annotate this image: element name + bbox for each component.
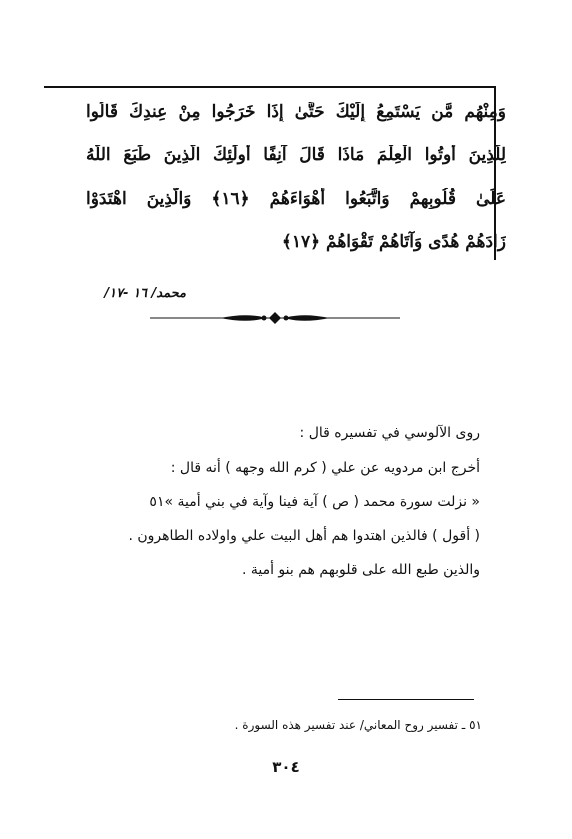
quran-verse-line-3: عَلَىٰ قُلُوبِهِمْ وَاتَّبَعُوا أَهْوَاءَهُمْ ﴿١٦﴾ وَالَّذِينَ اهْتَدَوْا: [86, 189, 506, 209]
footnote: ٥١ ـ تفسير روح المعاني/ عند تفسير هذه السورة .: [234, 718, 482, 732]
body-line-2: أخرج ابن مردويه عن علي ( كرم الله وجهه ) أنه قال :: [170, 460, 480, 476]
quran-verse-line-4: زَادَهُمْ هُدًى وَآتَاهُمْ تَقْوَاهُمْ ﴿١٧﴾: [281, 232, 506, 252]
body-line-5: والذين طبع الله على قلوبهم هم بنو أمية .: [241, 562, 480, 578]
body-line-3: « نزلت سورة محمد ( ص ) آية فينا وآية في بني أمية »٥١: [149, 494, 480, 510]
body-line-4: ( أقول ) فالذين اهتدوا هم أهل البيت علي واولاده الطاهرون .: [128, 528, 480, 544]
ornament-divider-icon: [150, 308, 400, 328]
quran-verse-line-2: لِلَّذِينَ أُوتُوا الْعِلْمَ مَاذَا قَالَ آنِفًا أُولَٰئِكَ الَّذِينَ طَبَعَ اللَّهُ: [86, 145, 506, 165]
footnote-separator: [338, 699, 474, 700]
body-line-1: روى الآلوسي في تفسيره قال :: [299, 425, 480, 441]
quran-verse-line-1: وَمِنْهُم مَّن يَسْتَمِعُ إِلَيْكَ حَتَّىٰ إِذَا خَرَجُوا مِنْ عِندِكَ قَالُوا: [86, 102, 506, 122]
page-number: ٣٠٤: [272, 758, 300, 776]
verse-reference: محمد/ ١٦ -١٧/: [104, 286, 186, 301]
